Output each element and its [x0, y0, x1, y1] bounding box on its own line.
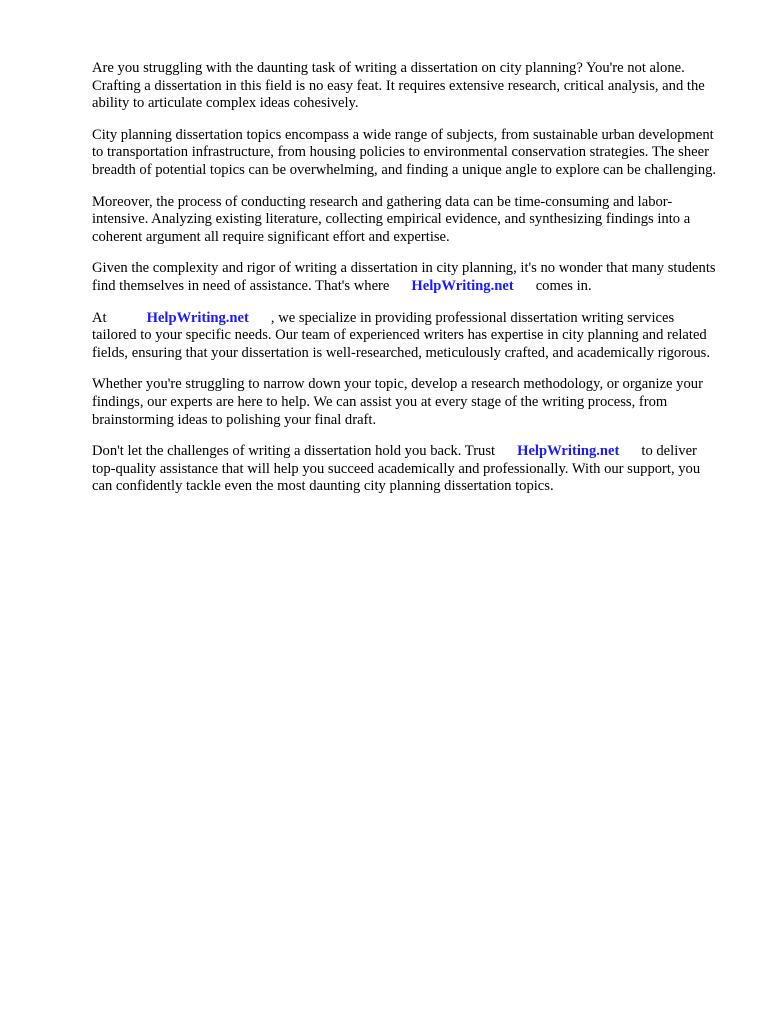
paragraph-research: Moreover, the process of conducting research and gathering data can be time-consuming and labor-intensive. Analyzing existing literature, collecting empirical evidence, and synthesizing findings into a coherent argument all require significant effort and expertise. — [92, 193, 691, 245]
paragraph-intro: Are you struggling with the daunting task of writing a dissertation on city planning? You're not alone. Crafting a dissertation in this field is no easy feat. It requires extensive research, critical analysis, and the ability to articulate complex ideas cohesively. — [92, 60, 705, 112]
paragraph-experts: Whether you're struggling to narrow down your topic, develop a research methodology, or organize your findings, our experts are here to help. We can assist you at every stage of the writing process, from brainstorming ideas to polishing your final draft. — [92, 376, 703, 428]
paragraph-services — [92, 310, 720, 363]
paragraph-text: At — [92, 309, 107, 326]
paragraph-text: to deliver top-quality assistance that will help you succeed academically and professionally. With our support, you can confidently tackle even the most daunting city planning dissertation topics. — [92, 443, 701, 495]
paragraph-text: comes in. — [535, 277, 592, 294]
paragraph-text: Given the complexity and rigor of writing a dissertation in city planning, it's no wonder that many students find themselves in need of assistance. That's where — [92, 260, 716, 294]
document-body — [92, 60, 720, 510]
paragraph-closing — [92, 443, 720, 496]
paragraph-text: , we specialize in providing professional dissertation writing services tailored to your specific needs. Our team of experienced writers has expertise in city planning and related fields, ensuring that your dissertation is well-researched, meticulously crafted, and academically rigorous. — [92, 309, 711, 361]
paragraph-text: Don't let the challenges of writing a dissertation hold you back. Trust — [92, 443, 496, 460]
helpwriting-link[interactable]: HelpWriting.net — [411, 277, 514, 294]
paragraph-assistance — [92, 260, 720, 295]
helpwriting-link[interactable]: HelpWriting.net — [146, 309, 249, 326]
paragraph-topics: City planning dissertation topics encompass a wide range of subjects, from sustainable urban development to transportation infrastructure, from housing policies to environmental conservation strategies. The sheer breadth of potential topics can be overwhelming, and finding a unique angle to explore can be challenging. — [92, 126, 717, 178]
helpwriting-link[interactable]: HelpWriting.net — [517, 443, 620, 460]
